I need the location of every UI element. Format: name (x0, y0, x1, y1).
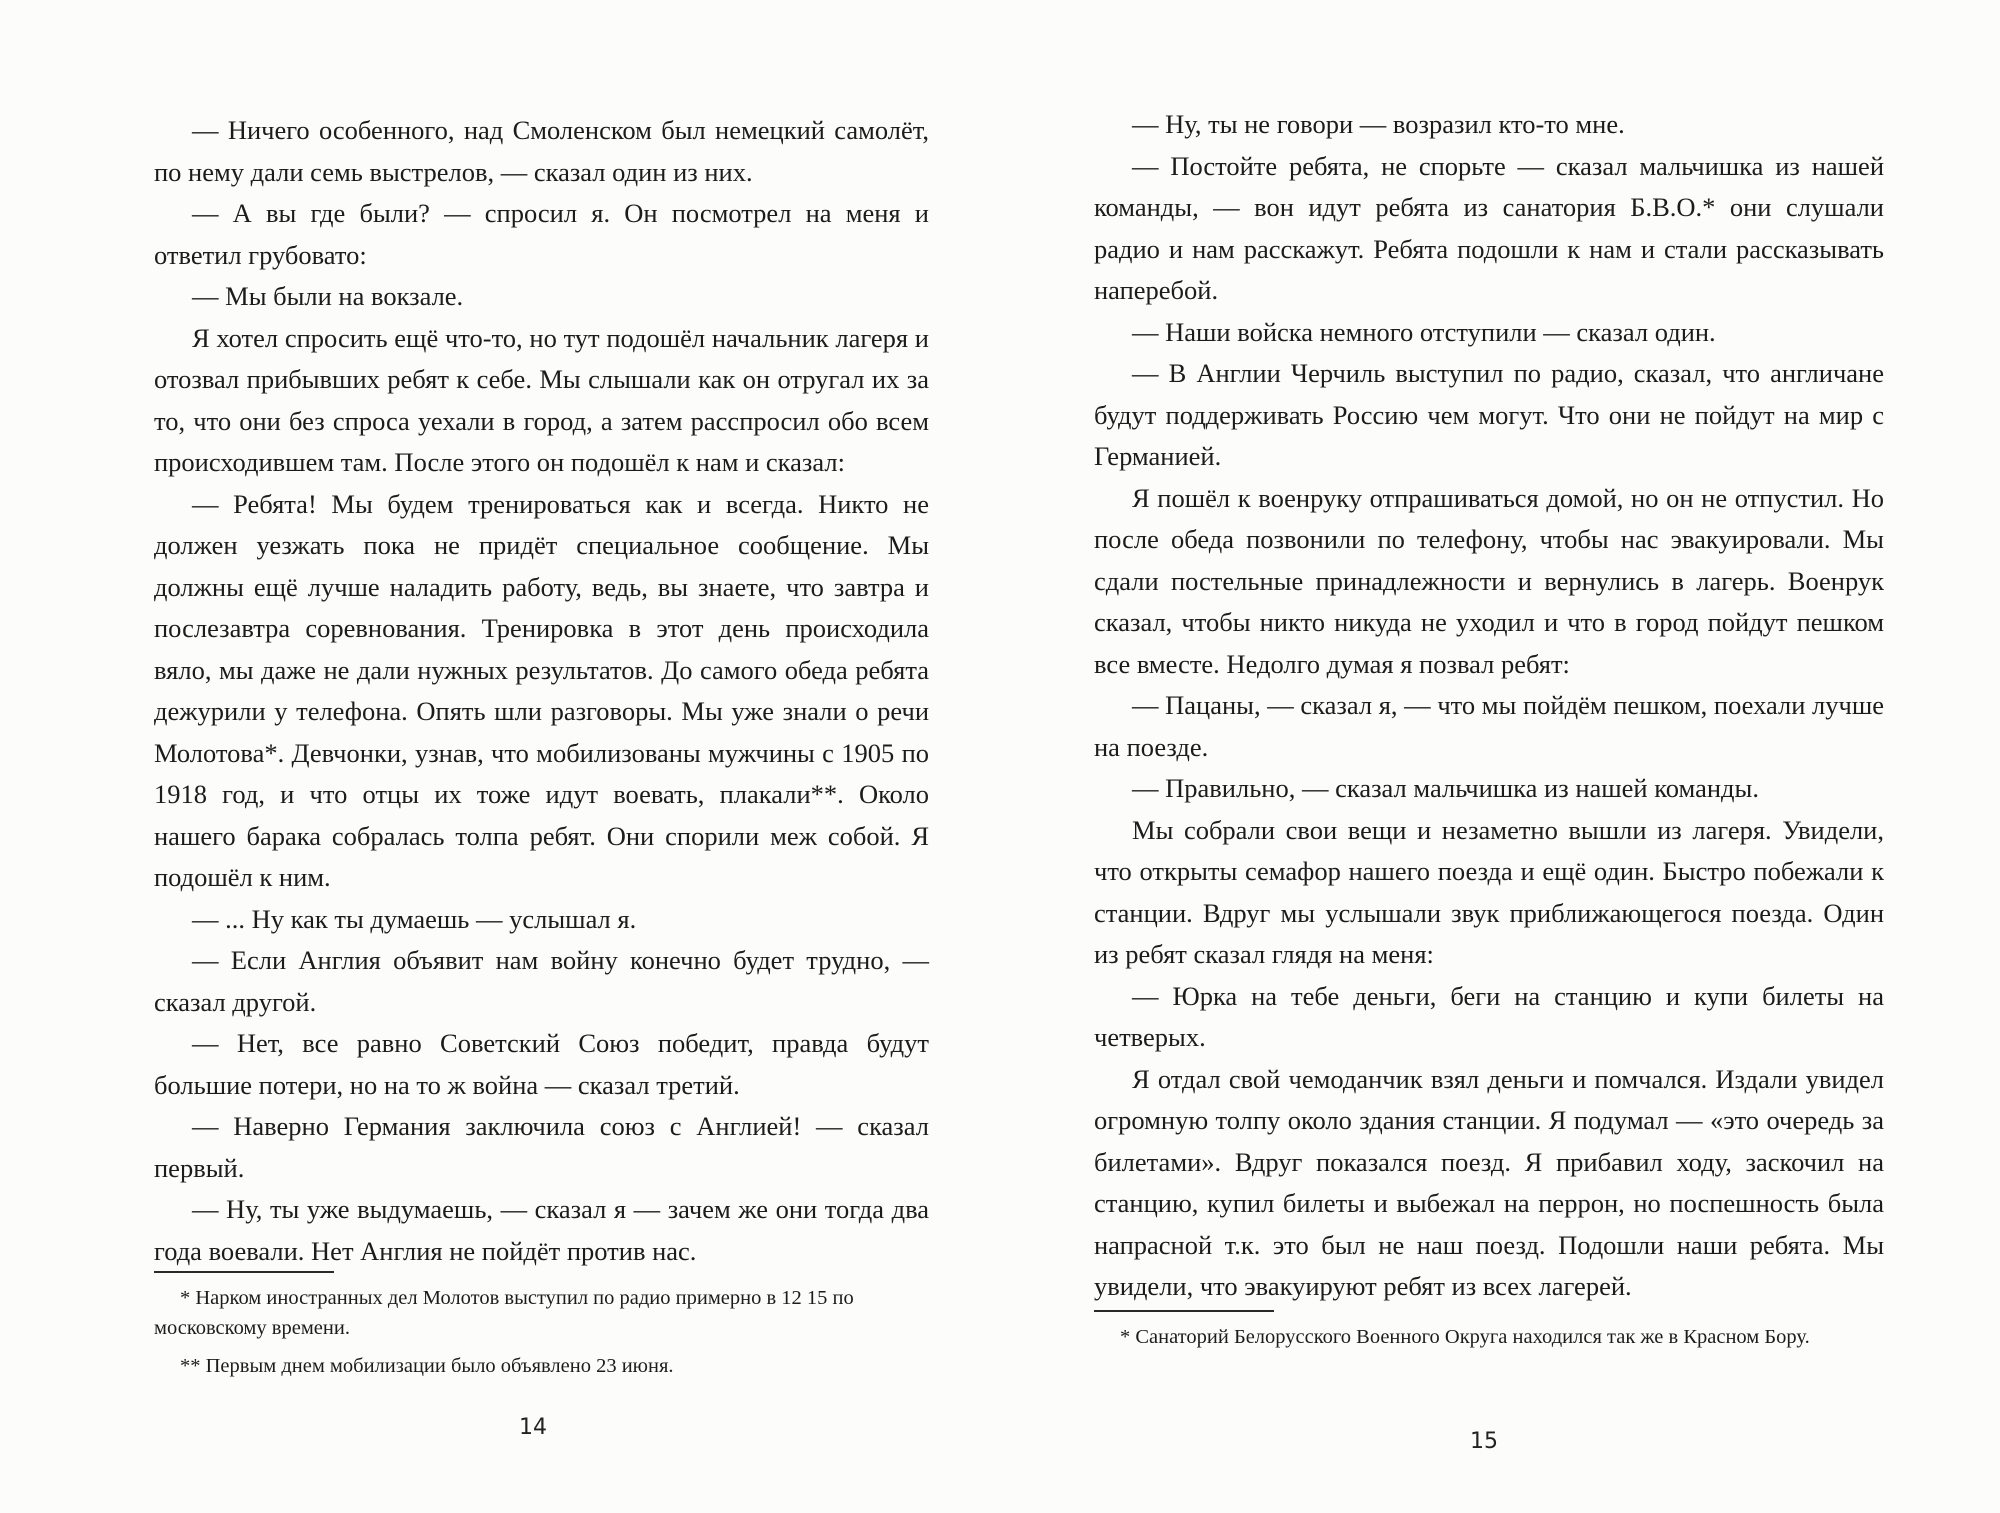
paragraph: — Мы были на вокзале. (192, 281, 464, 311)
paragraph: — В Англии Черчиль выступил по радио, сказал, что англичане будут поддерживать Россию чем могут. Что они не пойдут на мир с Германией. (1094, 358, 1884, 471)
paragraph: — А вы где были? — спросил я. Он посмотрел на меня и ответил грубовато: (154, 198, 929, 270)
paragraph: — Пацаны, — сказал я, — что мы пойдём пешком, поехали лучше на поезде. (1094, 690, 1884, 762)
paragraph: — ... Ну как ты думаешь — услышал я. (192, 903, 637, 934)
right-page-body (1094, 104, 1884, 1308)
paragraph: — Ну, ты уже выдумаешь, — сказал я — зачем же они тогда два года воевали. Нет Англия не пойдёт против нас. (154, 1194, 929, 1266)
left-page-footnotes (154, 1283, 929, 1389)
left-page-body (154, 110, 929, 1272)
paragraph: Я хотел спросить ещё что-то, но тут подошёл начальник лагеря и отозвал прибывших ребят к себе. Мы слышали как он отругал их за то, что они без спроса уехали в город, а затем расспросил обо всем происходившем там. После этого он подошёл к нам и сказал: (154, 322, 929, 477)
paragraph: — Ничего особенного, над Смоленском был немецкий самолёт, по нему дали семь выстрелов, — сказал один из них. (154, 115, 929, 187)
paragraph: Я отдал свой чемоданчик взял деньги и помчался. Издали увидел огромную толпу около здания станции. Я подумал — «это очередь за билетами». Вдруг показался поезд. Я прибавил ходу, заскочил на станцию, купил билеты и выбежал на перрон, но поспешность была напрасной т.к. это был не наш поезд. Подошли наши ребята. Мы увидели, что эвакуируют ребят из всех лагерей. (1094, 1063, 1884, 1301)
right-page-footnotes (1094, 1322, 1884, 1360)
paragraph: Мы собрали свои вещи и незаметно вышли из лагеря. Увидели, что открыты семафор нашего поезда и ещё один. Быстро побежали к станции. Вдруг мы услышали звук приближающегося поезда. Один из ребят сказал глядя на меня: (1094, 814, 1884, 969)
paragraph: — Ребята! Мы будем тренироваться как и всегда. Никто не должен уезжать пока не придёт специальное сообщение. Мы должны ещё лучше наладить работу, ведь, вы знаете, что завтра и послезавтра соревнования. Тренировка в этот день происходила вяло, мы даже не дали нужных результатов. До самого обеда ребята дежурили у телефона. Опять шли разговоры. Мы уже знали о речи Молотова*. Девчонки, узнав, что мобилизованы мужчины с 1905 по 1918 год, и что отцы их тоже идут воевать, плакали**. Около нашего барака собралась толпа ребят. Они спорили меж собой. Я подошёл к ним. (154, 488, 929, 892)
right-page (1000, 0, 2000, 1513)
paragraph: — Юрка на тебе деньги, беги на станцию и купи билеты на четверых. (1094, 980, 1884, 1052)
paragraph: — Наверно Германия заключила союз с Англией! — сказал первый. (154, 1111, 929, 1183)
paragraph: — Нет, все равно Советский Союз победит, правда будут большие потери, но на то ж война — сказал третий. (154, 1028, 929, 1100)
paragraph: — Правильно, — сказал мальчишка из нашей команды. (1132, 773, 1759, 803)
paragraph: — Постойте ребята, не спорьте — сказал мальчишка из нашей команды, — вон идут ребята из санатория Б.В.О.* они слушали радио и нам расскажут. Ребята подошли к нам и стали рассказывать наперебой. (1094, 150, 1884, 305)
paragraph: Я пошёл к военруку отпрашиваться домой, но он не отпустил. Но после обеда позвонили по телефону, чтобы нас эвакуировали. Мы сдали постельные принадлежности и вернулись в лагерь. Военрук сказал, чтобы никто никуда не уходил и что в город пойдут пешком все вместе. Недолго думая я позвал ребят: (1094, 482, 1884, 679)
footnote-divider (154, 1271, 334, 1273)
paragraph: — Наши войска немного отступили — сказал один. (1132, 316, 1716, 347)
footnote: ** Первым днем мобилизации было объявлено 23 июня. (180, 1355, 674, 1377)
paragraph: — Если Англия объявит нам войну конечно будет трудно, — сказал другой. (154, 945, 929, 1017)
footnote-divider (1094, 1310, 1274, 1312)
footnote: * Нарком иностранных дел Молотов выступил по радио примерно в 12 15 по московскому времени. (154, 1287, 854, 1339)
page-number: 15 (1470, 1429, 1498, 1454)
page-number: 14 (519, 1415, 547, 1440)
footnote: * Санаторий Белорусского Военного Округа находился так же в Красном Бору. (1120, 1326, 1810, 1348)
paragraph: — Ну, ты не говори — возразил кто-то мне. (1132, 109, 1625, 139)
